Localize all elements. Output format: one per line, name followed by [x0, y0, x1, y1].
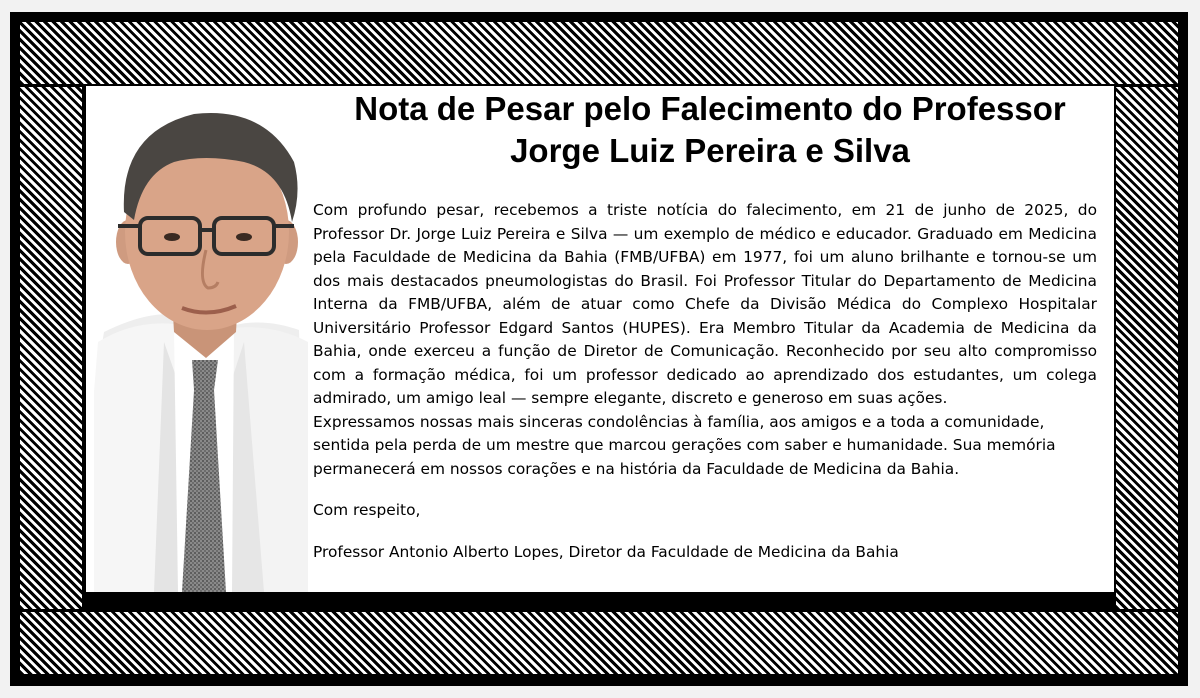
page-title [312, 88, 1108, 172]
condolence-paragraph: Expressamos nossas mais sinceras condolências à família, aos amigos e a toda a comunidade, sentida pela perda de um mestre que marcou gerações com saber e humanidade. Sua memória permanecerá em nossos corações e na história da Faculdade de Medicina da Bahia. [313, 412, 1056, 478]
closing-line: Com respeito, [313, 501, 421, 519]
title-line-1: Nota de Pesar pelo Falecimento do Professor [354, 90, 1066, 127]
frame-stripe-right [1116, 87, 1178, 609]
notice-body [313, 199, 1097, 564]
professor-portrait [94, 92, 308, 592]
notice-panel [86, 86, 1114, 592]
signature-line: Professor Antonio Alberto Lopes, Diretor da Faculdade de Medicina da Bahia [313, 542, 899, 561]
frame-stripe-left [20, 87, 82, 609]
tribute-paragraph: Com profundo pesar, recebemos a triste notícia do falecimento, em 21 de junho de 2025, do Professor Dr. Jorge Luiz Pereira e Silva — um exemplo de médico e educador. Graduado em Medicina pela Faculdade de Medicina da Bahia (FMB/UFBA) em 1977, foi um aluno brilhante e tornou-se um dos mais destacados pneumologistas do Brasil. Foi Professor Titular do Departamento de Medicina Interna da FMB/UFBA, além de atuar como Chefe da Divisão Médica do Complexo Hospitalar Universitário Professor Edgard Santos (HUPES). Era Membro Titular da Academia de Medicina da Bahia, onde exerceu a função de Diretor de Comunicação. Reconhecido por seu alto compromisso com a formação médica, foi um professor dedicado ao aprendizado dos estudantes, um colega admirado, um amigo leal — sempre elegante, discreto e generoso em suas ações. [313, 201, 1097, 407]
frame-stripe-top [20, 22, 1178, 84]
title-line-2: Jorge Luiz Pereira e Silva [510, 132, 910, 169]
frame-stripe-bottom [20, 612, 1178, 674]
